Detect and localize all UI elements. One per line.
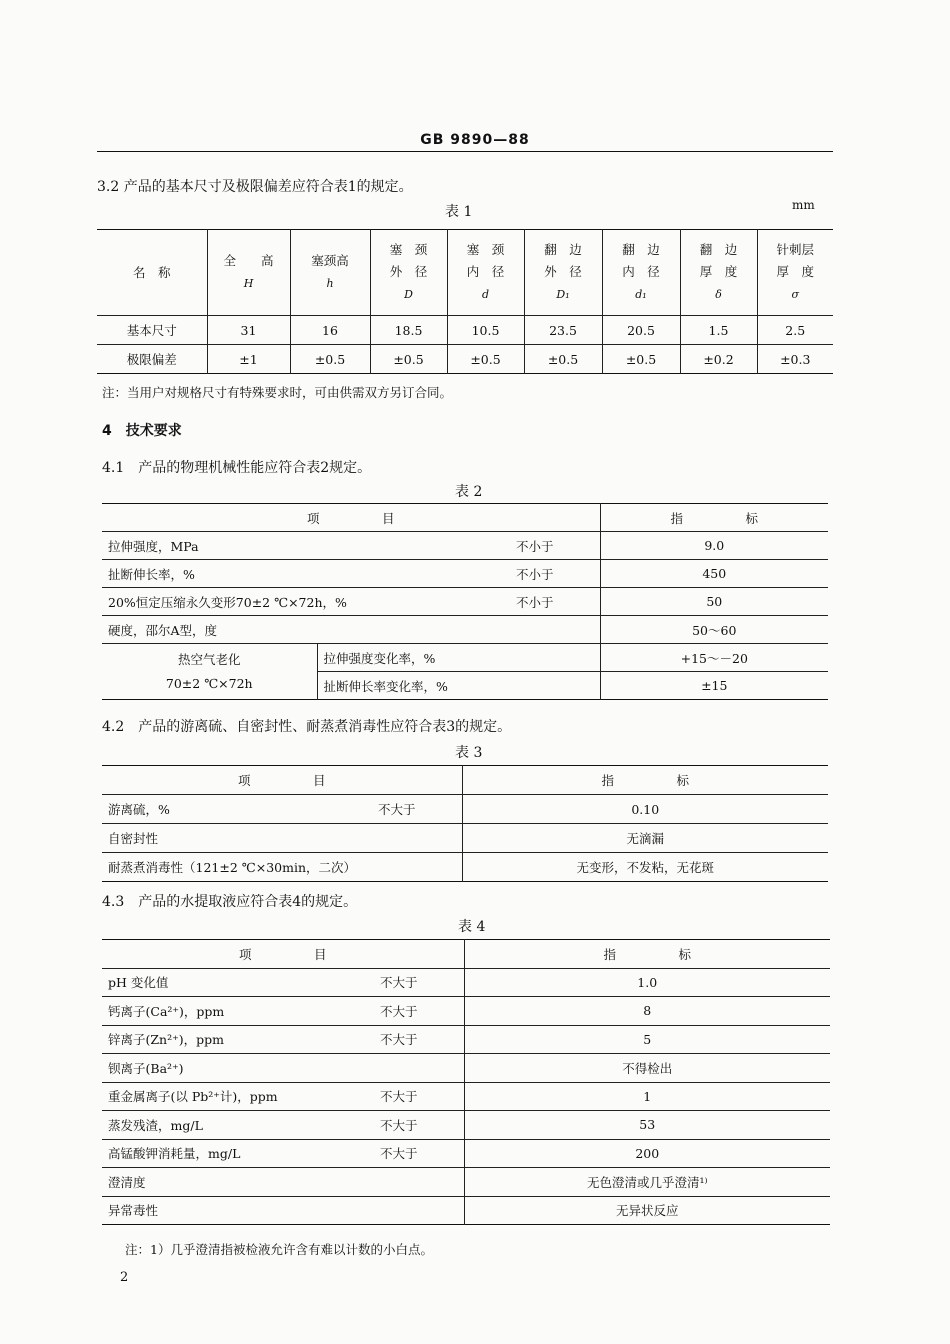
table-cell xyxy=(102,1196,464,1225)
condition-label: 不大于 xyxy=(379,1117,418,1133)
table-cell: 极限偏差 xyxy=(97,345,207,374)
table3-header-row xyxy=(102,766,828,795)
item-label: 拉伸强度，MPa xyxy=(108,538,199,554)
table-cell xyxy=(102,997,464,1026)
table-cell: 16 xyxy=(290,316,370,345)
table-row xyxy=(102,1111,830,1140)
table-cell: ±15 xyxy=(600,672,828,700)
item-label: 钙离子(Ca²⁺)，ppm xyxy=(108,1003,225,1019)
table-row xyxy=(102,795,828,824)
table-cell: 23.5 xyxy=(524,316,602,345)
item-label: 硬度，邵尔A型，度 xyxy=(108,622,218,638)
table-cell: 无变形，不发粘，无花斑 xyxy=(462,853,828,882)
table-cell xyxy=(102,795,462,824)
item-label: 锌离子(Zn²⁺)，ppm xyxy=(108,1032,224,1048)
table1-caption: 表 1 xyxy=(445,204,473,220)
table1-dimensions xyxy=(97,229,833,374)
aging-label: 热空气老化 xyxy=(177,651,241,667)
table2-caption: 表 2 xyxy=(455,484,483,500)
table-cell xyxy=(102,532,600,560)
table-cell: ±0.3 xyxy=(757,345,833,374)
aging-condition: 70±2 ℃×72h xyxy=(165,675,253,691)
table1-header-cell: 翻 边 外 径 D₁ xyxy=(524,230,602,316)
table-cell xyxy=(102,616,600,644)
table-row xyxy=(102,824,828,853)
table-cell: 50 xyxy=(600,588,828,616)
table-cell: 18.5 xyxy=(370,316,447,345)
table-cell: 不得检出 xyxy=(464,1054,830,1083)
table2-header-index: 指 标 xyxy=(600,504,828,532)
item-label: 扯断伸长率，% xyxy=(108,566,195,582)
table4-caption: 表 4 xyxy=(458,919,486,935)
table-cell xyxy=(102,1168,464,1197)
table-cell: 450 xyxy=(600,560,828,588)
table-cell: 耐蒸煮消毒性（121±2 ℃×30min，二次） xyxy=(102,853,462,882)
table-cell xyxy=(102,588,600,616)
item-label: pH 变化值 xyxy=(108,975,169,991)
table-row xyxy=(102,644,828,672)
table-cell: ±0.5 xyxy=(447,345,524,374)
table-cell: 1.5 xyxy=(680,316,757,345)
table1-row-tolerance xyxy=(97,345,833,374)
table1-header-cell: 翻 边 厚 度 δ xyxy=(680,230,757,316)
table-cell: 扯断伸长率变化率，% xyxy=(317,672,600,700)
clause-4-1-text: 4.1 产品的物理机械性能应符合表2规定。 xyxy=(102,460,372,476)
table-cell xyxy=(102,968,464,997)
table-cell: 8 xyxy=(464,997,830,1026)
item-label: 钡离子(Ba²⁺) xyxy=(108,1060,184,1076)
table-cell: 无色澄清或几乎澄清¹⁾ xyxy=(464,1168,830,1197)
table1-header-cell: 塞颈高 h xyxy=(290,230,370,316)
table1-row-basic xyxy=(97,316,833,345)
table3-sulfur-sealing xyxy=(102,765,828,882)
table-cell: ±0.2 xyxy=(680,345,757,374)
condition-label: 不大于 xyxy=(377,802,416,817)
clause-4-3-text: 4.3 产品的水提取液应符合表4的规定。 xyxy=(102,894,358,910)
table-row xyxy=(102,588,828,616)
table-cell: 1.0 xyxy=(464,968,830,997)
table4-header-item: 项 目 xyxy=(238,946,327,962)
table-cell xyxy=(102,1111,464,1140)
table-cell: 2.5 xyxy=(757,316,833,345)
table-cell: ±0.5 xyxy=(290,345,370,374)
clause-3-2-text: 3.2 产品的基本尺寸及极限偏差应符合表1的规定。 xyxy=(97,179,413,195)
table-row xyxy=(102,1082,830,1111)
table-cell xyxy=(102,1139,464,1168)
table3-caption: 表 3 xyxy=(455,745,483,761)
condition-label: 不大于 xyxy=(379,975,418,991)
condition-label: 不小于 xyxy=(516,538,554,554)
table-cell: +15～－20 xyxy=(600,644,828,672)
condition-label: 不大于 xyxy=(379,1032,418,1048)
condition-label: 不大于 xyxy=(379,1003,418,1019)
table-cell: 无异状反应 xyxy=(464,1196,830,1225)
table-cell: 53 xyxy=(464,1111,830,1140)
table-cell: 5 xyxy=(464,1025,830,1054)
table-cell xyxy=(102,1082,464,1111)
header-rule xyxy=(97,151,833,152)
table-cell: 自密封性 xyxy=(102,824,462,853)
table-row xyxy=(102,1139,830,1168)
table1-header-cell: 塞 颈 内 径 d xyxy=(447,230,524,316)
table-row xyxy=(102,968,830,997)
item-label: 20%恒定压缩永久变形70±2 ℃×72h，% xyxy=(108,594,347,610)
table2-header-item: 项 目 xyxy=(307,510,395,526)
table-cell: ±1 xyxy=(207,345,290,374)
table-cell xyxy=(102,1054,464,1083)
table-cell: 基本尺寸 xyxy=(97,316,207,345)
table-row xyxy=(102,997,830,1026)
table1-note: 注：当用户对规格尺寸有特殊要求时，可由供需双方另订合同。 xyxy=(102,385,453,400)
condition-label: 不小于 xyxy=(516,566,554,582)
condition-label: 不小于 xyxy=(516,594,554,610)
table-row xyxy=(102,532,828,560)
table4-header-row xyxy=(102,940,830,969)
table1-header-cell: 翻 边 内 径 d₁ xyxy=(602,230,680,316)
clause-4-2-text: 4.2 产品的游离硫、自密封性、耐蒸煮消毒性应符合表3的规定。 xyxy=(102,719,512,735)
table-cell xyxy=(102,560,600,588)
table-cell: 200 xyxy=(464,1139,830,1168)
table-row xyxy=(102,853,828,882)
page-number: 2 xyxy=(120,1270,129,1285)
table1-header-cell: 塞 颈 外 径 D xyxy=(370,230,447,316)
section-4-title: 4 技术要求 xyxy=(102,423,182,439)
table4-water-extract xyxy=(102,939,830,1225)
table-cell: 0.10 xyxy=(462,795,828,824)
table-cell xyxy=(102,1025,464,1054)
aging-label-cell xyxy=(102,644,317,700)
table2-header-row xyxy=(102,504,828,532)
item-label: 澄清度 xyxy=(108,1174,146,1190)
condition-label: 不大于 xyxy=(379,1089,418,1105)
table-row xyxy=(102,1054,830,1083)
table1-unit: mm xyxy=(792,198,815,212)
item-label: 游离硫，% xyxy=(108,802,170,817)
table-cell: 9.0 xyxy=(600,532,828,560)
table4-note: 注：1）几乎澄清指被检液允许含有难以计数的小白点。 xyxy=(125,1242,433,1257)
table3-header-index: 指 标 xyxy=(462,766,828,795)
item-label: 高锰酸钾消耗量，mg/L xyxy=(108,1146,241,1162)
table-row xyxy=(102,1025,830,1054)
table-cell: 10.5 xyxy=(447,316,524,345)
table1-header-cell: 名 称 xyxy=(132,264,171,280)
table-cell: 拉伸强度变化率，% xyxy=(317,644,600,672)
table-row xyxy=(102,616,828,644)
table-cell: ±0.5 xyxy=(524,345,602,374)
table-cell: 无滴漏 xyxy=(462,824,828,853)
table4-header-index: 指 标 xyxy=(464,940,830,969)
table2-physical-properties xyxy=(102,503,828,700)
table3-header-item: 项 目 xyxy=(237,773,326,788)
table-cell: 1 xyxy=(464,1082,830,1111)
table-cell: 20.5 xyxy=(602,316,680,345)
table-cell: ±0.5 xyxy=(602,345,680,374)
table1-header-cell: 全 高 H xyxy=(207,230,290,316)
table-row xyxy=(102,560,828,588)
item-label: 异常毒性 xyxy=(108,1203,159,1219)
item-label: 重金属离子(以 Pb²⁺计)，ppm xyxy=(108,1089,278,1105)
table-cell: 31 xyxy=(207,316,290,345)
table1-header-row xyxy=(97,230,833,316)
table1-header-cell: 针刺层 厚 度 σ xyxy=(757,230,833,316)
table-row xyxy=(102,1196,830,1225)
item-label: 蒸发残渣，mg/L xyxy=(108,1117,203,1133)
table-cell: ±0.5 xyxy=(370,345,447,374)
condition-label: 不大于 xyxy=(379,1146,418,1162)
table-row xyxy=(102,1168,830,1197)
standard-number-header: GB 9890—88 xyxy=(420,132,530,148)
table-cell: 50～60 xyxy=(600,616,828,644)
